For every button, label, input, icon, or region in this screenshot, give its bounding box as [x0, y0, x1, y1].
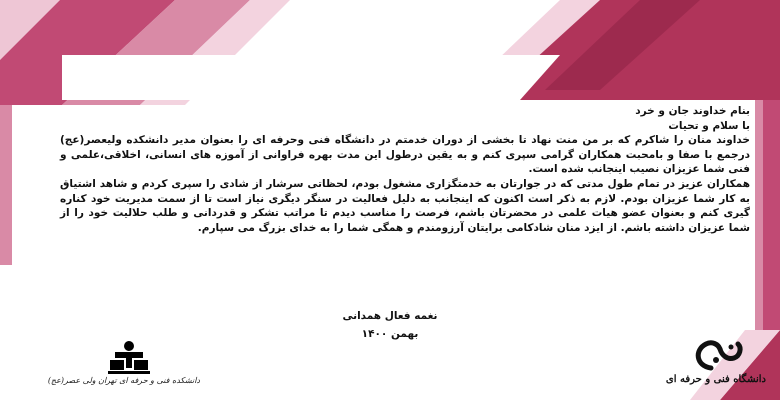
faculty-emblem-icon [70, 338, 200, 376]
letter-body [60, 104, 750, 235]
right-vertical-bar-light [755, 100, 763, 330]
faculty-logo-caption: دانشکده فنی و حرفه ای تهران ولی عصر(عج) [47, 376, 200, 385]
salutation-line-2: با سلام و تحیات [668, 119, 750, 132]
signature-name: نغمه فعال همدانی [342, 310, 438, 322]
paragraph-1: خداوند منان را شاکرم که بر من منت نهاد تا بخشی از دوران خدمتم در دانشگاه فنی وحرفه ای را بعنوان مدیر دانشکده ولیعصر(عج) درجمع با صفا و بامحبت همکاران گرامی سپری کنم و به یقین درطول این مدت بهره فراوانی از آموزه های انسانی، اخلاقی،علمی و فنی شما عزیزان نصیب اینجانب شده است. [60, 134, 750, 176]
university-emblem-icon [676, 338, 766, 374]
signature-date: بهمن ۱۴۰۰ [361, 328, 419, 340]
salutation-line-1: بنام خداوند جان و خرد [635, 105, 750, 117]
university-logo [665, 338, 766, 396]
university-logo-caption: دانشگاه فنی و حرفه ای [665, 374, 766, 385]
paragraph-2: همکاران عزیز در تمام طول مدتی که در جوارتان به خدمتگزاری مشغول بودم، لحظاتی سرشار از شادی را سپری کردم و شاهد اشتیاق به کار شما عزیزان بودم. لازم به ذکر است اکنون که اینجانب به دلیل فعالیت در سنگر دیگری نیاز است تا از سمت مدیریت خود کناره گیری کنم و بعنوان عضو هیات علمی در محضرتان باشم، فرصت را مناسب دیدم تا مراتب تشکر و قدردانی و طلب حلالیت خود را از شما عزیزان داشته باشم. از ایزد منان شادکامی برایتان آرزومندم و همگی شما را به خدای بزرگ می سپارم. [60, 177, 750, 234]
left-vertical-bar [0, 105, 12, 265]
header-white-panel [62, 55, 560, 100]
faculty-logo [47, 338, 200, 394]
